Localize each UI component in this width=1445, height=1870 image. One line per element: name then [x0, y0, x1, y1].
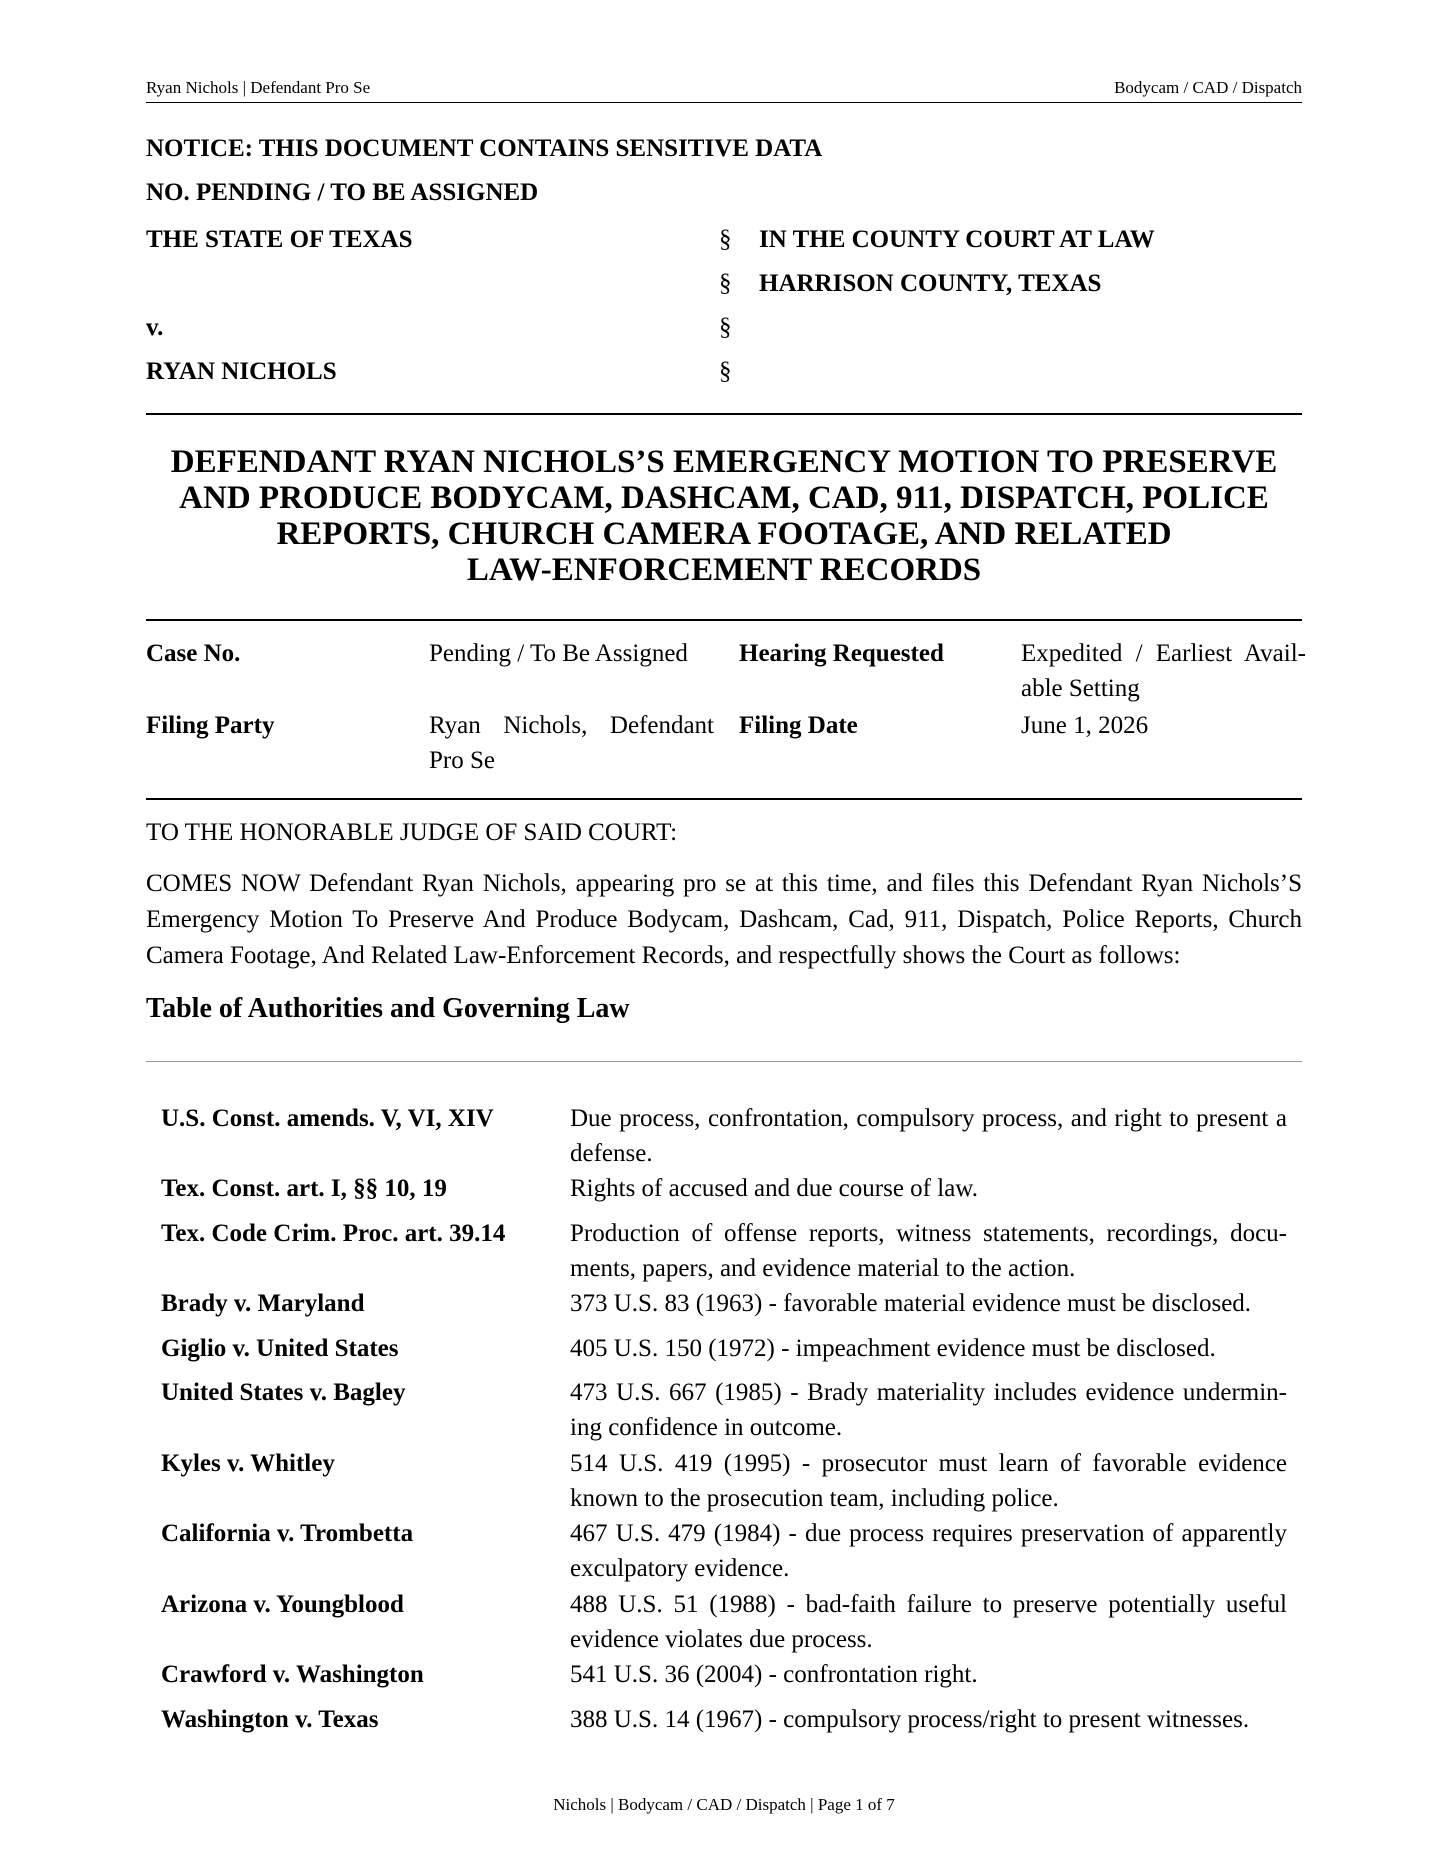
section-mark: §: [719, 270, 732, 297]
title-line: AND PRODUCE BODYCAM, DASHCAM, CAD, 911, DISPATCH, POLICE: [179, 480, 1269, 516]
case-no-value: Pending / To Be Assigned: [429, 640, 688, 667]
authority-description: 373 U.S. 83 (1963) - favorable material evidence must be disclosed.: [570, 1290, 1252, 1317]
hearing-label: Hearing Requested: [739, 640, 944, 667]
header-left: Ryan Nichols | Defendant Pro Se: [146, 78, 371, 97]
authority-description: 388 U.S. 14 (1967) - compulsory process/right to present witnesses.: [570, 1706, 1250, 1733]
section-mark: §: [719, 314, 732, 341]
caption-divider: [146, 413, 1302, 415]
caption-row: [146, 314, 1302, 348]
caption-left: v.: [146, 314, 164, 341]
authority-name: Brady v. Maryland: [161, 1290, 365, 1317]
page-footer: Nichols | Bodycam / CAD / Dispatch | Page 1 of 7: [553, 1795, 895, 1814]
title-line: REPORTS, CHURCH CAMERA FOOTAGE, AND RELATED: [276, 516, 1172, 552]
caption-row: [146, 270, 1302, 304]
authority-name: United States v. Bagley: [161, 1379, 406, 1406]
cause-number: NO. PENDING / TO BE ASSIGNED: [146, 179, 539, 206]
authority-name: Arizona v. Youngblood: [161, 1591, 404, 1618]
document-page: [146, 0, 1306, 1870]
section-mark: §: [719, 358, 732, 385]
caption-right: IN THE COUNTY COURT AT LAW: [759, 226, 1155, 253]
authority-name: California v. Trombetta: [161, 1520, 414, 1547]
filing-date-label: Filing Date: [739, 712, 858, 739]
authority-name: Tex. Const. art. I, §§ 10, 19: [161, 1175, 447, 1202]
header-right: Bodycam / CAD / Dispatch: [1114, 78, 1302, 97]
motion-title: [146, 444, 1302, 588]
authority-description: Production of offense reports, witness statements, recordings, docu- ments, papers, and evidence material to the action.: [570, 1220, 1287, 1282]
authority-name: Tex. Code Crim. Proc. art. 39.14: [161, 1220, 506, 1247]
caption-right: HARRISON COUNTY, TEXAS: [759, 270, 1102, 297]
filing-party-line: Ryan Nichols, Defendant: [429, 712, 714, 739]
caption-left: THE STATE OF TEXAS: [146, 226, 413, 253]
authority-name: U.S. Const. amends. V, VI, XIV: [161, 1105, 494, 1132]
authority-description: Rights of accused and due course of law.: [570, 1175, 978, 1202]
sensitive-data-notice: NOTICE: THIS DOCUMENT CONTAINS SENSITIVE DATA: [146, 135, 823, 162]
filing-party-line: Pro Se: [429, 747, 495, 774]
filing-date-value: June 1, 2026: [1021, 712, 1149, 739]
info-bottom-rule: [146, 798, 1302, 800]
section-mark: §: [719, 226, 732, 253]
case-no-label: Case No.: [146, 640, 241, 667]
authority-description: Due process, confrontation, compulsory process, and right to present a defense.: [570, 1105, 1287, 1167]
intro-paragraph: COMES NOW Defendant Ryan Nichols, appearing pro se at this time, and files this Defendant Ryan Nichols’S Emergency Motion To Preserve And Produce Bodycam, Dashcam, Cad, 911, Dispatch, Police Reports, Church Camera Footage, And Related Law-Enforcement Records, and respectfully shows the Court as follows:: [146, 870, 1302, 969]
caption-left: RYAN NICHOLS: [146, 358, 337, 385]
title-line: LAW-ENFORCEMENT RECORDS: [466, 552, 982, 588]
salutation: TO THE HONORABLE JUDGE OF SAID COURT:: [146, 819, 678, 846]
authority-description: 405 U.S. 150 (1972) - impeachment evidence must be disclosed.: [570, 1335, 1216, 1362]
caption-row: [146, 226, 1302, 260]
authority-description: 473 U.S. 667 (1985) - Brady materiality includes evidence undermin- ing confidence in outcome.: [570, 1379, 1287, 1441]
info-top-rule: [146, 619, 1302, 621]
authority-description: 488 U.S. 51 (1988) - bad-faith failure to preserve potentially useful evidence violates due process.: [570, 1591, 1287, 1653]
title-line: DEFENDANT RYAN NICHOLS’S EMERGENCY MOTION TO PRESERVE: [170, 444, 1278, 480]
filing-party-label: Filing Party: [146, 712, 275, 739]
authority-name: Giglio v. United States: [161, 1335, 399, 1362]
running-header: [146, 78, 1302, 103]
hearing-value-line: Expedited / Earliest Avail-: [1021, 640, 1306, 667]
authorities-rule: [146, 1061, 1302, 1062]
filing-party-value: [429, 708, 714, 778]
caption-row: [146, 358, 1302, 392]
authority-name: Kyles v. Whitley: [161, 1450, 335, 1477]
authority-name: Washington v. Texas: [161, 1706, 379, 1733]
authority-name: Crawford v. Washington: [161, 1661, 424, 1688]
hearing-value: [1021, 636, 1306, 706]
authorities-heading: Table of Authorities and Governing Law: [146, 993, 630, 1024]
authority-description: 467 U.S. 479 (1984) - due process requires preservation of apparently exculpatory evidence.: [570, 1520, 1287, 1582]
hearing-value-line: able Setting: [1021, 675, 1140, 702]
authority-description: 541 U.S. 36 (2004) - confrontation right.: [570, 1661, 978, 1688]
authority-description: 514 U.S. 419 (1995) - prosecutor must learn of favorable evidence known to the prosecution team, including police.: [570, 1450, 1287, 1512]
